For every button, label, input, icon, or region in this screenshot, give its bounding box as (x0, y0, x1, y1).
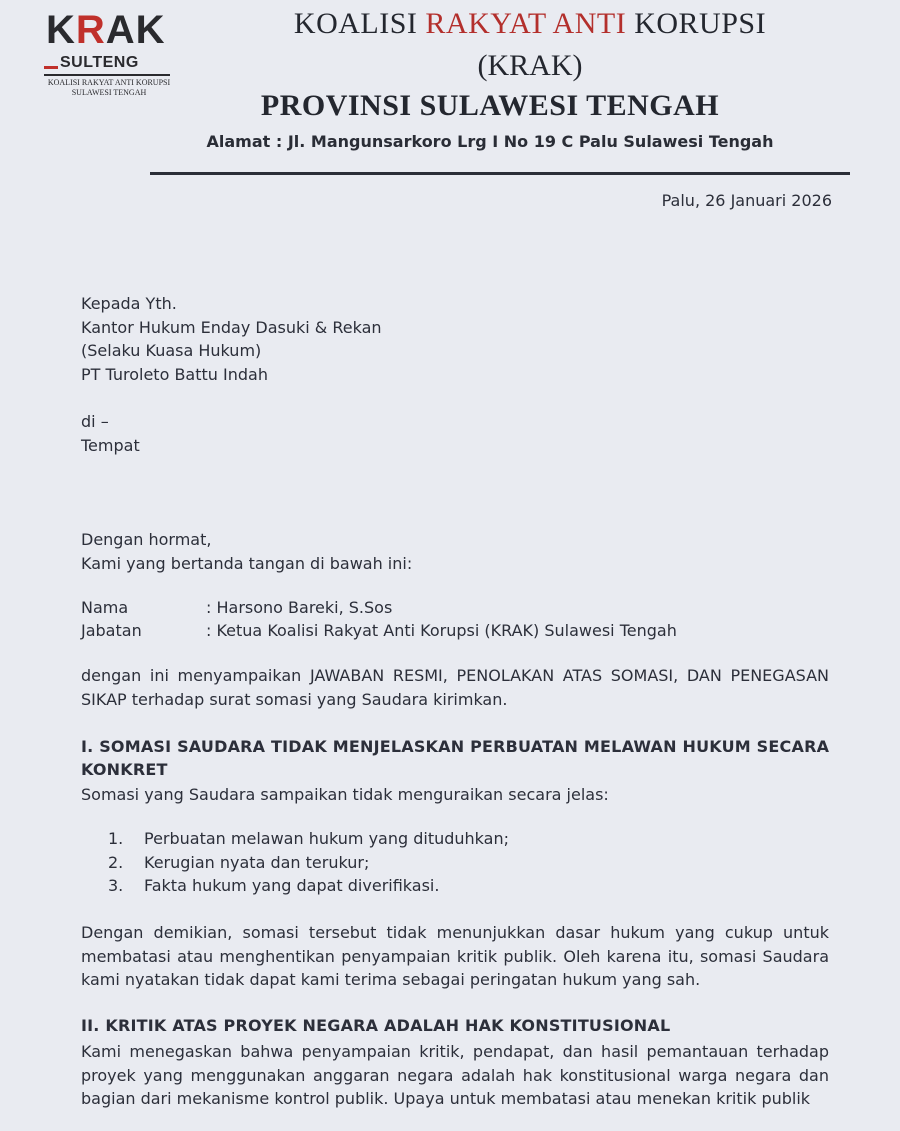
list-item (108, 874, 509, 898)
section-1-list (108, 827, 509, 898)
name-label: Nama (81, 598, 129, 617)
list-number: 1. (108, 829, 124, 848)
recipient-block (81, 292, 382, 386)
position-label: Jabatan (81, 621, 142, 640)
recipient-line: Kantor Hukum Enday Dasuki & Rekan (81, 317, 382, 337)
list-item (108, 851, 509, 875)
section-1-intro: Somasi yang Saudara sampaikan tidak menguraikan secara jelas: (81, 785, 609, 804)
section-2-heading: II. KRITIK ATAS PROYEK NEGARA ADALAH HAK KONSTITUSIONAL (81, 1016, 671, 1035)
title-part-1: KOALISI (293, 7, 426, 40)
letter-date: Palu, 26 Januari 2026 (661, 191, 832, 210)
recipient-line: PT Turoleto Battu Indah (81, 364, 268, 384)
name-value: : Harsono Bareki, S.Sos (206, 598, 393, 617)
list-text: Kerugian nyata dan terukur; (144, 852, 370, 872)
logo-subtitle-1: KOALISI RAKYAT ANTI KORUPSI (47, 78, 171, 87)
place-line: Tempat (81, 435, 140, 455)
recipient-line: (Selaku Kuasa Hukum) (81, 341, 262, 360)
recipient-place (81, 410, 140, 457)
list-number: 3. (108, 876, 124, 895)
title-red-part: RAKYAT ANTI (425, 7, 627, 40)
signatory-fields (81, 596, 677, 642)
logo-red-bar (44, 66, 58, 69)
list-text: Perbuatan melawan hukum yang dituduhkan; (144, 829, 509, 848)
signatory-name-row (81, 596, 677, 619)
recipient-line: Kepada Yth. (81, 294, 177, 313)
list-text: Fakta hukum yang dapat diverifikasi. (144, 876, 440, 895)
section-2-body: Kami menegaskan bahwa penyampaian kritik, pendapat, dan hasil pemantauan terhadap proyek yang menggunakan anggaran negara adalah hak konstitusional warga negara dan bagian dari mekanisme kontrol publik. Upaya untuk membatasi atau menekan kritik publik (81, 1042, 829, 1108)
list-item (108, 827, 509, 851)
logo-sulteng: SULTENG (60, 54, 139, 71)
logo-wordmark: KRAK (46, 8, 166, 52)
logo-subtitle-2: SULAWESI TENGAH (71, 88, 147, 97)
letterhead-divider (150, 172, 850, 175)
signatory-position-row (81, 619, 677, 642)
salutation: Dengan hormat, (81, 530, 212, 549)
statement-paragraph: dengan ini menyampaikan JAWABAN RESMI, PENOLAKAN ATAS SOMASI, DAN PENEGASAN SIKAP terhadap surat somasi yang Saudara kirimkan. (81, 666, 829, 709)
section-1-heading: I. SOMASI SAUDARA TIDAK MENJELASKAN PERBUATAN MELAWAN HUKUM SECARA KONKRET (81, 737, 830, 779)
title-part-2: KORUPSI (626, 7, 767, 40)
organization-province: PROVINSI SULAWESI TENGAH (260, 89, 720, 122)
section-1-conclusion: Dengan demikian, somasi tersebut tidak menunjukkan dasar hukum yang cukup untuk membatasi atau menghentikan penyampaian kritik publik. Oleh karena itu, somasi Saudara kami nyatakan tidak dapat kami terima sebagai peringatan hukum yang sah. (81, 923, 829, 989)
list-number: 2. (108, 852, 124, 872)
greeting-intro: Kami yang bertanda tangan di bawah ini: (81, 553, 413, 573)
organization-address: Alamat : Jl. Mangunsarkoro Lrg I No 19 C Palu Sulawesi Tengah (206, 132, 774, 151)
organization-abbreviation: (KRAK) (477, 49, 583, 82)
organization-title (150, 4, 900, 44)
greeting-block (81, 528, 412, 575)
position-value: : Ketua Koalisi Rakyat Anti Korupsi (KRAK) Sulawesi Tengah (206, 621, 677, 640)
place-line: di – (81, 412, 109, 431)
